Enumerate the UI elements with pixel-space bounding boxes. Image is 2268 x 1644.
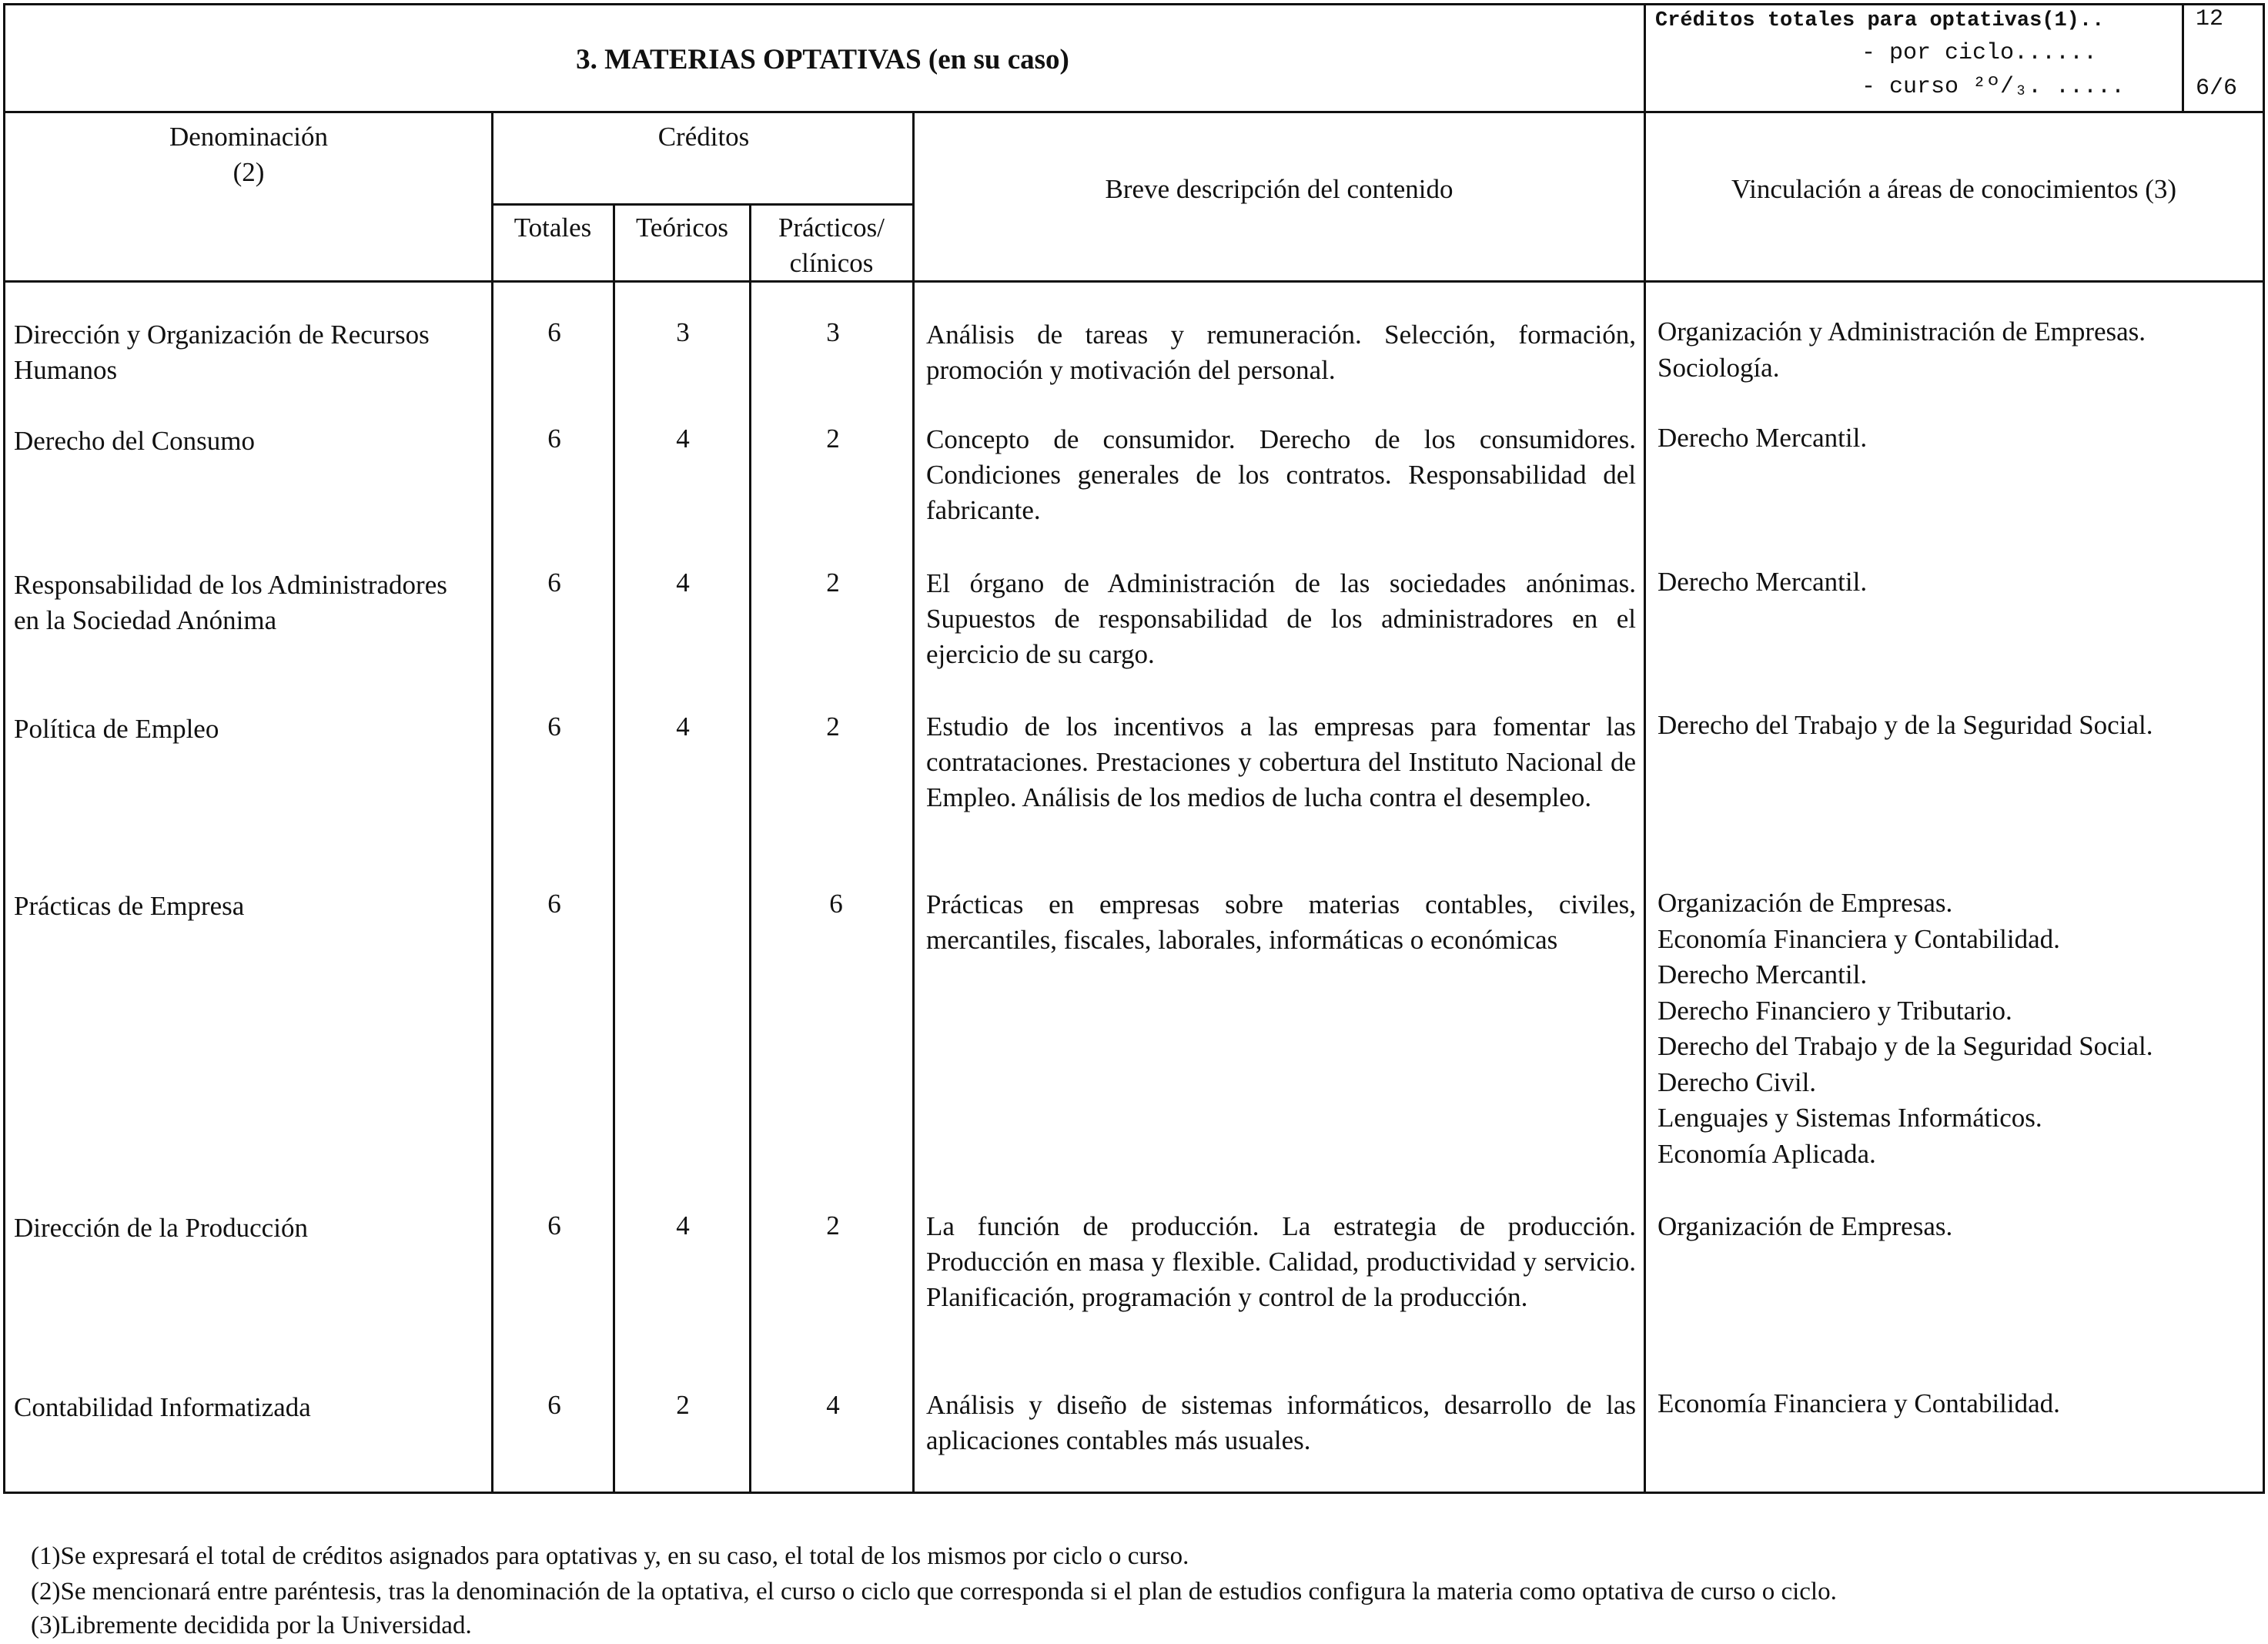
row-practicos: 2 [826, 568, 840, 598]
col-creditos: Créditos [657, 122, 750, 152]
footnote: (2)Se mencionará entre paréntesis, tras la denominación de la optativa, el curso o ciclo que corresponda si el plan de estudios configura la materia como optativa de curso o ciclo. [31, 1578, 1837, 1605]
header-rule [3, 280, 2265, 283]
row-teoricos: 4 [676, 712, 690, 742]
row-description: El órgano de Administración de las sociedades anónimas. Supuestos de responsabilidad de los administradores en el ejercicio de su cargo. [926, 568, 1636, 669]
credits-total-label: Créditos totales para optativas(1).. [1655, 9, 2105, 32]
header-divider [2182, 3, 2184, 112]
area-item: Derecho Civil. [1658, 1066, 1817, 1097]
col-descripcion: Breve descripción del contenido [1105, 174, 1453, 204]
row-areas [1658, 886, 2243, 1172]
area-item: Sociología. [1658, 352, 1780, 383]
area-item: Derecho Mercantil. [1658, 567, 1868, 597]
area-item: Organización de Empresas. [1658, 888, 1953, 918]
area-item: Organización de Empresas. [1658, 1211, 1953, 1241]
col-vinculacion: Vinculación a áreas de conocimientos (3) [1731, 174, 2177, 204]
col-practicos: Prácticos/ clínicos [778, 213, 885, 278]
row-totales: 6 [547, 568, 561, 598]
row-description: Concepto de consumidor. Derecho de los consumidores. Condiciones generales de los contratos. Responsabilidad del fabricante. [926, 424, 1636, 525]
area-item: Organización y Administración de Empresas. [1658, 316, 2146, 347]
row-areas [1658, 564, 2243, 601]
row-areas [1658, 1209, 2243, 1245]
row-totales: 6 [547, 1210, 561, 1241]
row-name: Derecho del Consumo [14, 426, 255, 456]
col-denominacion-note: (2) [232, 157, 265, 187]
row-description: Estudio de los incentivos a las empresas para fomentar las contrataciones. Prestaciones y cobertura del Instituto Nacional de Empleo. Análisis de los medios de lucha contra el desempleo. [926, 712, 1636, 812]
row-teoricos: 4 [676, 424, 690, 454]
row-practicos: 6 [829, 889, 843, 919]
area-item: Economía Aplicada. [1658, 1138, 1876, 1169]
row-teoricos: 4 [676, 1210, 690, 1241]
row-totales: 6 [547, 317, 561, 347]
row-areas [1658, 1386, 2243, 1422]
credits-cycle-label: - por ciclo...... [1862, 40, 2098, 66]
credits-course-value: 6/6 [2196, 75, 2238, 102]
column-divider [613, 203, 615, 1494]
row-totales: 6 [547, 889, 561, 919]
row-description: Análisis y diseño de sistemas informáticos, desarrollo de las aplicaciones contables más usuales. [926, 1390, 1636, 1455]
col-totales: Totales [513, 213, 592, 243]
area-item: Economía Financiera y Contabilidad. [1658, 923, 2060, 954]
row-practicos: 2 [826, 424, 840, 454]
area-item: Derecho del Trabajo y de la Seguridad Social. [1658, 1031, 2153, 1061]
row-teoricos: 4 [676, 568, 690, 598]
row-areas [1658, 314, 2243, 386]
row-totales: 6 [547, 1390, 561, 1420]
row-name: Contabilidad Informatizada [14, 1392, 311, 1422]
row-areas [1658, 708, 2243, 744]
column-divider [749, 203, 751, 1494]
row-description: La función de producción. La estrategia de producción. Producción en masa y flexible. Calidad, productividad y servicio. Planificación, programación y control de la producción. [926, 1211, 1636, 1312]
row-description: Análisis de tareas y remuneración. Selección, formación, promoción y motivación del personal. [926, 320, 1636, 385]
row-name: Política de Empleo [14, 714, 219, 744]
header-rule [3, 111, 2265, 113]
row-areas [1658, 420, 2243, 457]
row-teoricos: 2 [676, 1390, 690, 1420]
header-rule [493, 203, 915, 206]
page-title: 3. MATERIAS OPTATIVAS (en su caso) [576, 44, 1069, 75]
footnote: (1)Se expresará el total de créditos asignados para optativas y, en su caso, el total de los mismos por ciclo o curso. [31, 1542, 1189, 1570]
column-divider [1644, 111, 1646, 1494]
row-totales: 6 [547, 424, 561, 454]
col-teoricos: Teóricos [635, 213, 728, 243]
row-practicos: 3 [826, 317, 840, 347]
row-name: Dirección y Organización de Recursos Humanos [14, 320, 430, 385]
row-name: Prácticas de Empresa [14, 891, 245, 921]
area-item: Lenguajes y Sistemas Informáticos. [1658, 1103, 2042, 1133]
footnote: (3)Libremente decidida por la Universidad. [31, 1612, 472, 1639]
area-item: Derecho Financiero y Tributario. [1658, 995, 2012, 1026]
row-description: Prácticas en empresas sobre materias contables, civiles, mercantiles, fiscales, laborales, informáticas o económicas [926, 889, 1636, 955]
row-name: Dirección de la Producción [14, 1213, 308, 1243]
col-denominacion [6, 119, 491, 190]
credits-course-label: - curso ²º/₃. ..... [1862, 74, 2126, 100]
col-denominacion-label: Denominación [169, 122, 329, 152]
row-teoricos: 3 [676, 317, 690, 347]
row-practicos: 4 [826, 1390, 840, 1420]
row-totales: 6 [547, 712, 561, 742]
credits-total-value: 12 [2196, 6, 2224, 32]
row-name: Responsabilidad de los Administradores en la Sociedad Anónima [14, 570, 447, 635]
row-practicos: 2 [826, 712, 840, 742]
area-item: Economía Financiera y Contabilidad. [1658, 1388, 2060, 1418]
area-item: Derecho Mercantil. [1658, 423, 1868, 453]
area-item: Derecho del Trabajo y de la Seguridad Social. [1658, 710, 2153, 740]
row-practicos: 2 [826, 1210, 840, 1241]
area-item: Derecho Mercantil. [1658, 959, 1868, 989]
